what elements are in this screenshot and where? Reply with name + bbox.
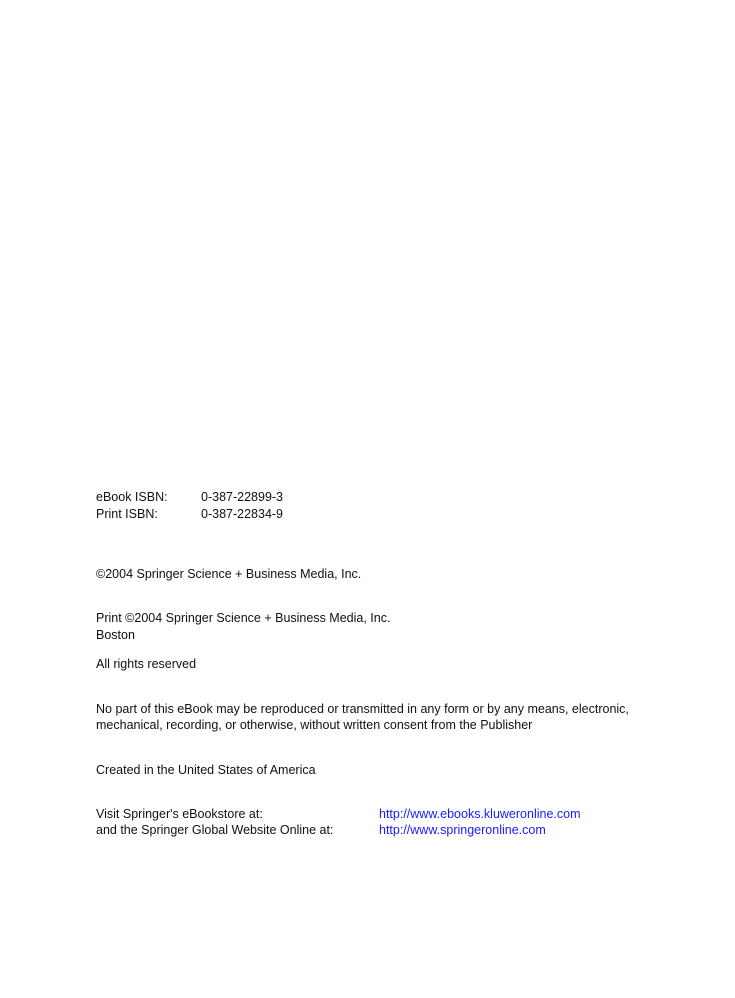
ebookstore-link[interactable]: http://www.ebooks.kluweronline.com	[379, 807, 581, 821]
print-isbn-label: Print ISBN:	[96, 507, 158, 521]
website-link[interactable]: http://www.springeronline.com	[379, 823, 546, 837]
print-city: Boston	[96, 628, 135, 642]
ebook-isbn-label: eBook ISBN:	[96, 490, 168, 504]
notice-line-2: mechanical, recording, or otherwise, without written consent from the Publisher	[96, 718, 533, 732]
created-in: Created in the United States of America	[96, 763, 316, 777]
website-label: and the Springer Global Website Online at:	[96, 823, 334, 837]
print-isbn-value: 0-387-22834-9	[201, 507, 284, 521]
rights-reserved: All rights reserved	[96, 657, 197, 671]
ebook-isbn-value: 0-387-22899-3	[201, 490, 284, 504]
print-copyright-line: Print ©2004 Springer Science + Business Media, Inc.	[96, 611, 391, 625]
notice-line-1: No part of this eBook may be reproduced or transmitted in any form or by any means, electronic,	[96, 702, 629, 716]
copyright-line: ©2004 Springer Science + Business Media, Inc.	[96, 567, 362, 581]
ebookstore-label: Visit Springer's eBookstore at:	[96, 807, 263, 821]
